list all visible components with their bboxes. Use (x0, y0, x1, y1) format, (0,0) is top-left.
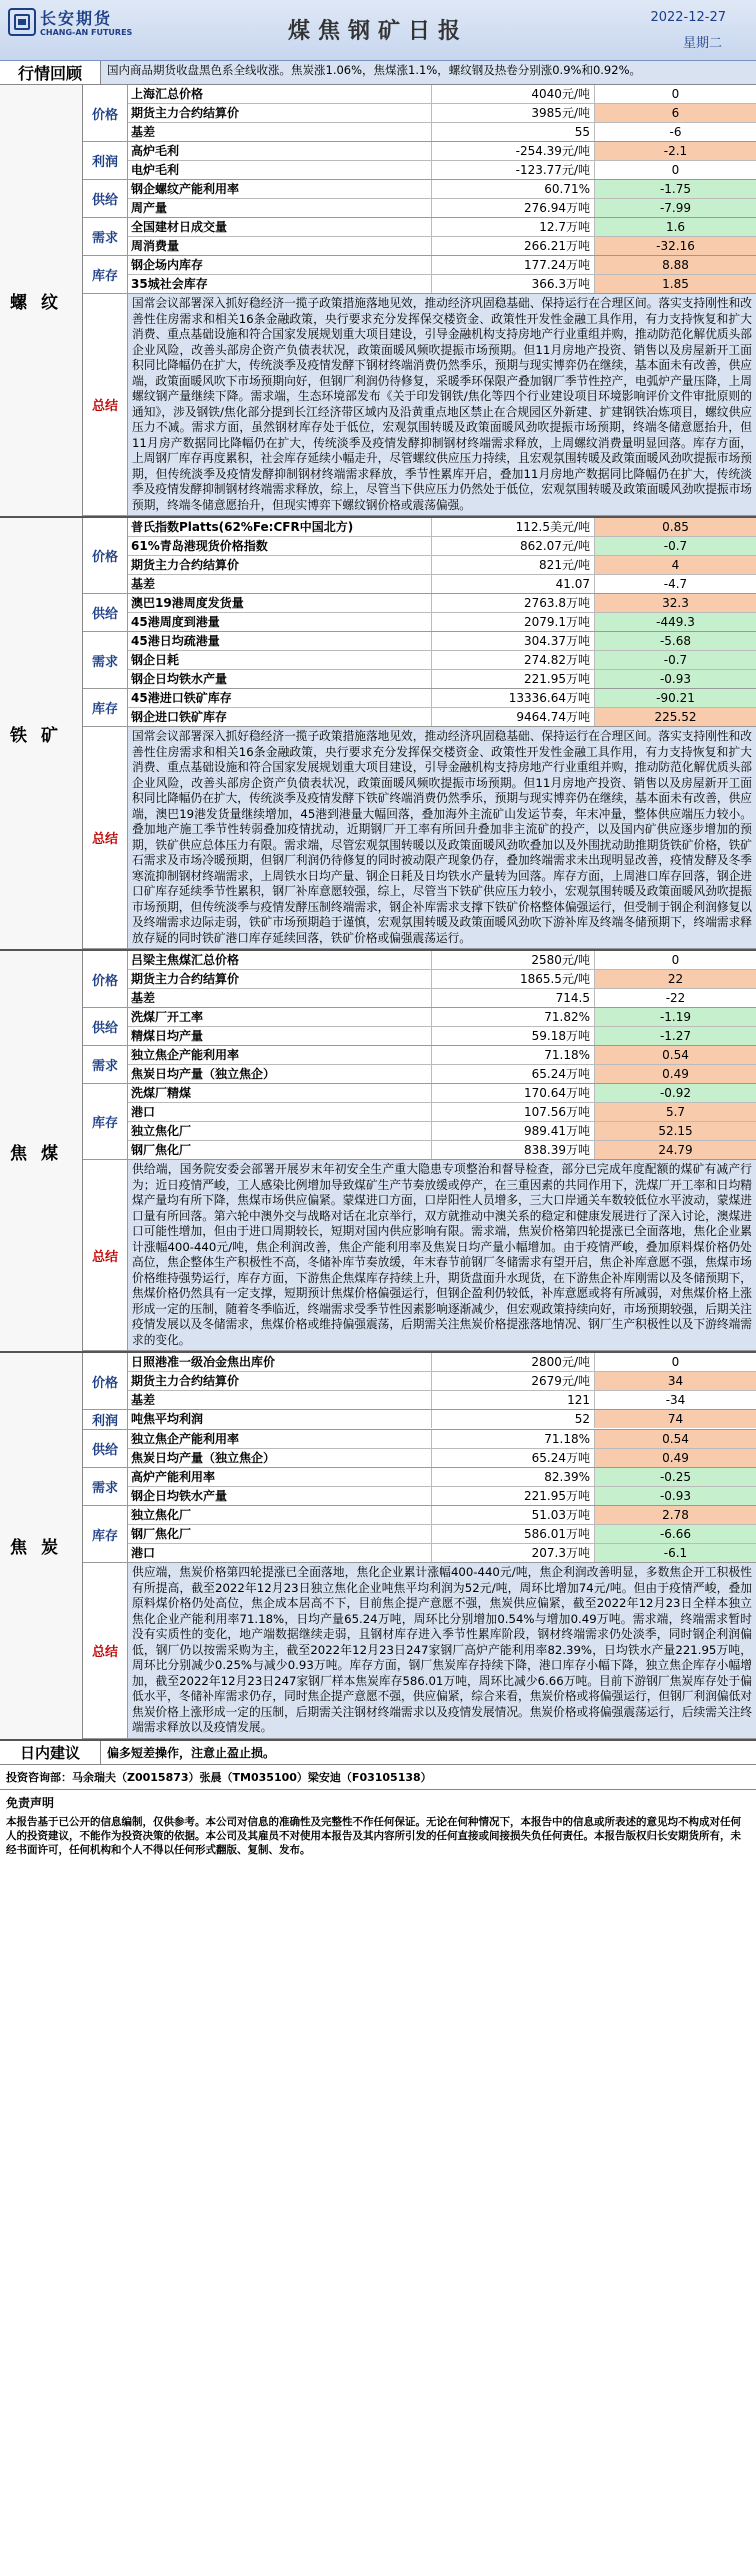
summary-block (83, 1160, 756, 1351)
indicator-name: 电炉毛利 (128, 161, 432, 179)
indicator-value: 41.07 (432, 575, 595, 593)
category-label: 供给 (83, 1008, 128, 1045)
indicator-value: 366.3万吨 (432, 275, 595, 293)
indicator-name: 钢企日耗 (128, 651, 432, 669)
summary-text: 供应端，焦炭价格第四轮提涨已全面落地，焦化企业累计涨幅400-440元/吨，焦企利润改善明显，多数焦企开工积极性有所提高，截至2022年12月23日独立焦化企业吨焦平均利润为52元/吨，周环比增加74元/吨。但由于疫情严峻，叠加原料煤价格仍处高位，焦企成本居高不下，目前焦企提产意愿不强，焦炭供应偏紧，截至2022年12月23日全样本独立焦化企业产能利用率71.18%，日均产量65.24万吨，周环比分别增加0.54%与增加0.49万吨。需求端，终端需求暂时没有实质性的变化，地产端数据继续走弱，且钢材库存进入季节性累库阶段，钢材终端需求仍处淡季，同时钢企利润偏低，钢厂仍以按需采购为主，截至2022年12月23日247家钢厂高炉产能利用率82.39%，日均铁水产量221.95万吨，周环比分别减少0.25%与减少0.93万吨。库存方面，钢厂焦炭库存持续下降，港口库存小幅下降，独立焦企库存小幅增加，截至2022年12月23日247家钢厂样本焦炭库存586.01万吨，周环比减少6.66万吨。目前下游钢厂焦炭库存处于偏低水平，冬储补库需求仍存，同时焦企提产意愿不强，供应偏紧，综合来看，焦炭价格或将偏强运行，但钢厂利润偏低对焦炭价格上涨形成一定的压制，后期需关注钢材终端需求以及疫情发展情况。焦炭价格或将偏强震荡运行，后续需关注终端需求释放以及疫情发展。 (128, 1563, 756, 1738)
indicator-name: 上海汇总价格 (128, 85, 432, 103)
indicator-value: 65.24万吨 (432, 1449, 595, 1467)
indicator-name: 澳巴19港周度发货量 (128, 594, 432, 612)
table-row (128, 1008, 756, 1027)
category-rows (128, 1410, 756, 1429)
indicator-name: 35城社会库存 (128, 275, 432, 293)
indicator-change: 0 (671, 1355, 680, 1369)
category-label: 库存 (83, 1506, 128, 1562)
indicator-name: 周消费量 (128, 237, 432, 255)
indicator-name: 基差 (128, 989, 432, 1007)
table-row (128, 237, 756, 255)
indicator-category (83, 1008, 756, 1046)
indicator-change: -1.19 (595, 1008, 756, 1026)
summary-block (83, 1563, 756, 1739)
category-label: 供给 (83, 180, 128, 217)
indicator-change: -449.3 (595, 613, 756, 631)
indicator-value: 121 (432, 1391, 595, 1409)
table-row (128, 1449, 756, 1467)
market-review-label: 行情回顾 (0, 61, 101, 84)
indicator-name: 钢企日均铁水产量 (128, 670, 432, 688)
summary-label: 总结 (83, 1160, 128, 1350)
table-row (128, 142, 756, 161)
category-rows (128, 594, 756, 631)
daily-advice-text: 偏多短差操作，注意止盈止损。 (107, 1745, 276, 1760)
table-row (128, 989, 756, 1007)
summary-block (83, 727, 756, 949)
indicator-value: 2679元/吨 (432, 1372, 595, 1390)
table-row (128, 1525, 756, 1544)
indicator-change: 0.54 (595, 1046, 756, 1064)
category-rows (128, 1046, 756, 1083)
indicator-change: -5.68 (595, 632, 756, 650)
indicator-value: 59.18万吨 (432, 1027, 595, 1045)
table-row (128, 123, 756, 141)
table-row (128, 708, 756, 726)
indicator-name: 焦炭日均产量（独立焦企） (128, 1449, 432, 1467)
indicator-change: 4 (595, 556, 756, 574)
indicator-name: 钢厂焦化厂 (128, 1141, 432, 1159)
category-label: 价格 (83, 518, 128, 593)
indicator-change: 34 (595, 1372, 756, 1390)
category-rows (128, 218, 756, 255)
indicator-name: 洗煤厂开工率 (128, 1008, 432, 1026)
indicator-name: 全国建材日成交量 (128, 218, 432, 236)
indicator-value: 304.37万吨 (432, 632, 595, 650)
table-row (128, 1353, 756, 1372)
section-name: 焦炭 (0, 1353, 83, 1739)
indicator-name: 基差 (128, 1391, 432, 1409)
category-rows (128, 142, 756, 179)
indicator-value: 13336.64万吨 (432, 689, 595, 707)
indicator-change: -6.66 (595, 1525, 756, 1543)
indicator-value: 71.82% (432, 1008, 595, 1026)
table-row (128, 161, 756, 179)
summary-text: 国常会议部署深入抓好稳经济一揽子政策措施落地见效，推动经济巩固稳基础、保持运行在合理区间。落实支持刚性和改善性住房需求和相关16条金融政策，央行要求充分发挥保交楼资金、政策性开发性金融工具作用，有力支持恢复和扩大消费、重点基础设施和符合国家发展规划重大项目建设，引导金融机构支持房地产行业重组并购，推动防范化解优质头部企业风险，改善头部房企资产负债表状况，政策面暖风频吹提振市场预期。但11月房地产投资、销售以及房屋新开工面积同比降幅仍在扩大，传统淡季及疫情发酵下铁矿终端消费仍然季乐，预期与现实博弈仍在继续，基本面未有改善，供应端，澳巴19港发货量继续增加，45港到港量大幅回落，叠加海外主流矿山发运节奏，年末冲量，整体供应端压力较小。叠加地产施工季节性转弱叠加疫情扰动，近期钢厂开工率有所回升叠加非主流矿的投产，以及国内矿供应逐步增加的预期，铁矿供应总体压力有限。需求端，尽管宏观氛围转暖以及政策面暖风劲吹叠加以及外围扰动助推期货铁矿价格，铁矿石需求及市场冷暖预期，但钢厂利润仍待修复的同时被动限产现象仍存，叠加终端需求未出现明显改善，疫情发酵及冬季寒流抑制钢材终端需求，上周铁水日均产量、钢企日耗及日均铁水产量转为回落。库存方面，上周港口库存回落，钢企进口矿库存延续季节性累积，钢厂补库意愿较强，综上，尽管当下铁矿供应压力较小，宏观氛围转暖及政策面暖风劲吹提振市场预期，但传统淡季与疫情发酵压制终端需求，钢企补库需求支撑下铁矿价格整体偏强运行，但受制于钢企利润修复以及终端需求边际走弱，铁矿市场预期趋于谨慎，宏观氛围转暖及政策面暖风劲吹下游补库及终端冬储预期下，终端需求释放存疑的同时铁矿港口库存延续回落，铁矿价格或偏强震荡运行。 (128, 727, 756, 948)
indicator-value: 1865.5元/吨 (432, 970, 595, 988)
category-label: 需求 (83, 218, 128, 255)
indicator-category (83, 1353, 756, 1410)
indicator-change: 1.85 (595, 275, 756, 293)
category-label: 利润 (83, 1410, 128, 1429)
indicator-value: 12.7万吨 (432, 218, 595, 236)
indicator-change: 225.52 (595, 708, 756, 726)
indicator-value: 862.07元/吨 (432, 537, 595, 555)
indicator-name: 焦炭日均产量（独立焦企） (128, 1065, 432, 1083)
company-name-en: CHANG-AN FUTURES (40, 28, 133, 37)
table-row (128, 1372, 756, 1391)
table-row (128, 1103, 756, 1122)
indicator-change: 8.88 (595, 256, 756, 274)
indicator-value: 714.5 (432, 989, 595, 1007)
table-row (128, 518, 756, 537)
indicator-value: 221.95万吨 (432, 670, 595, 688)
indicator-value: 4040元/吨 (432, 85, 595, 103)
indicator-change: 0 (671, 163, 680, 177)
indicator-value: 2079.1万吨 (432, 613, 595, 631)
section-body (83, 951, 756, 1351)
indicator-change: 0 (671, 953, 680, 967)
table-row (128, 1410, 756, 1428)
indicator-category (83, 1084, 756, 1160)
indicator-name: 期货主力合约结算价 (128, 970, 432, 988)
indicator-value: 2580元/吨 (432, 951, 595, 969)
table-row (128, 951, 756, 970)
section-name: 螺纹 (0, 85, 83, 516)
indicator-change: -1.75 (595, 180, 756, 198)
indicator-category (83, 142, 756, 180)
section-iron-ore (0, 518, 756, 951)
indicator-category (83, 689, 756, 727)
category-label: 需求 (83, 1046, 128, 1083)
table-row (128, 1468, 756, 1487)
indicator-name: 钢企进口铁矿库存 (128, 708, 432, 726)
table-row (128, 218, 756, 237)
indicator-name: 钢厂焦化厂 (128, 1525, 432, 1543)
table-row (128, 275, 756, 293)
indicator-category (83, 1046, 756, 1084)
indicator-name: 45港进口铁矿库存 (128, 689, 432, 707)
indicator-name: 45港周度到港量 (128, 613, 432, 631)
indicator-value: -123.77元/吨 (432, 161, 595, 179)
category-rows (128, 689, 756, 726)
indicator-value: 82.39% (432, 1468, 595, 1486)
table-row (128, 1065, 756, 1083)
market-review (0, 61, 756, 85)
category-label: 需求 (83, 632, 128, 688)
table-row (128, 85, 756, 104)
indicator-name: 独立焦化厂 (128, 1122, 432, 1140)
indicator-name: 期货主力合约结算价 (128, 556, 432, 574)
section-coking-coal (0, 951, 756, 1353)
table-row (128, 1391, 756, 1409)
category-label: 供给 (83, 594, 128, 631)
table-row (128, 651, 756, 670)
indicator-change: 6 (595, 104, 756, 122)
section-coke (0, 1353, 756, 1741)
indicator-change: -32.16 (595, 237, 756, 255)
table-row (128, 1122, 756, 1141)
indicator-value: 207.3万吨 (432, 1544, 595, 1562)
indicator-name: 洗煤厂精煤 (128, 1084, 432, 1102)
indicator-category (83, 85, 756, 142)
table-row (128, 1506, 756, 1525)
report-date: 2022-12-27 (650, 10, 726, 25)
table-row (128, 1430, 756, 1449)
section-body (83, 1353, 756, 1739)
section-name: 铁矿 (0, 518, 83, 949)
indicator-name: 吕梁主焦煤汇总价格 (128, 951, 432, 969)
indicator-name: 高炉产能利用率 (128, 1468, 432, 1486)
report-title: 煤焦钢矿日报 (287, 19, 468, 44)
summary-text: 供给端，国务院安委会部署开展岁末年初安全生产重大隐患专项整治和督导检查，部分已完成年度配额的煤矿有减产行为；近日疫情严峻，工人感染比例增加导致煤矿生产节奏放缓或停产，在三重因素的共同作用下，洗煤厂开工率和日均精煤产量均有所下降，焦煤市场供应偏紧。蒙煤进口方面，口岸阳性人员增多，三大口岸通关车数较低位水平波动，蒙煤进口量有所回落。第六轮中澳外交与战略对话在北京举行，双方就推动中澳关系的稳定和健康发展进行了深入讨论，澳煤进口可能性增加，但由于进口周期较长，短期对国内供应影响有限。需求端，焦炭价格第四轮提涨已全面落地，焦化企业累计涨幅400-440元/吨，焦企利润改善，焦企产能利用率及焦炭日均产量小幅增加。由于疫情严峻，叠加原料煤价格仍处高位，焦企整体生产积极性不高，冬储补库节奏放缓，年末春节前钢厂冬储需求有望开启，焦企补库意愿不强，焦煤市场价格维持强势运行，库存方面，下游焦企焦煤库存持续上升，期货盘面升水现货，在下游焦企补库刚需以及冬储预期下，焦煤价格仍然具有一定支撑，短期预计焦煤价格偏强运行，但钢企盈利仍较低，补库意愿或将有所减弱，对焦煤价格上涨形成一定的压制，随着冬季临近，终端需求受季节性因素影响逐渐减少，但宏观政策持续向好，市场预期较强，后期关注疫情发展以及冬储需求，焦煤价格或维持偏强震荡，后期需关注焦炭价格提涨落地情况、钢厂生产积极性以及下游终端需求的变化。 (128, 1160, 756, 1350)
category-rows (128, 1084, 756, 1159)
section-rebar (0, 85, 756, 518)
indicator-name: 高炉毛利 (128, 142, 432, 160)
table-row (128, 613, 756, 631)
indicator-change: 1.6 (595, 218, 756, 236)
indicator-name: 独立焦企产能利用率 (128, 1046, 432, 1064)
indicator-value: 52 (432, 1410, 595, 1428)
report-header (0, 0, 756, 61)
indicator-change: -0.7 (595, 651, 756, 669)
indicator-value: 586.01万吨 (432, 1525, 595, 1543)
section-body (83, 85, 756, 516)
indicator-value: 274.82万吨 (432, 651, 595, 669)
section-name: 焦煤 (0, 951, 83, 1351)
indicator-name: 期货主力合约结算价 (128, 1372, 432, 1390)
market-review-text: 国内商品期货收盘黑色系全线收涨。焦炭涨1.06%，焦煤涨1.1%，螺纹钢及热卷分别涨0.9%和0.92%。 (101, 61, 756, 84)
indicator-change: 32.3 (595, 594, 756, 612)
indicator-value: 65.24万吨 (432, 1065, 595, 1083)
indicator-name: 吨焦平均利润 (128, 1410, 432, 1428)
indicator-name: 港口 (128, 1103, 432, 1121)
table-row (128, 632, 756, 651)
indicator-change: 0.49 (595, 1065, 756, 1083)
category-rows (128, 1008, 756, 1045)
indicator-category (83, 218, 756, 256)
indicator-value: 221.95万吨 (432, 1487, 595, 1505)
category-rows (128, 518, 756, 593)
indicator-value: 989.41万吨 (432, 1122, 595, 1140)
indicator-change: -0.92 (595, 1084, 756, 1102)
indicator-name: 61%青岛港现货价格指数 (128, 537, 432, 555)
indicator-category (83, 256, 756, 294)
indicator-change: -2.1 (595, 142, 756, 160)
table-row (128, 575, 756, 593)
indicator-change: -34 (665, 1393, 686, 1407)
indicator-value: 55 (432, 123, 595, 141)
indicator-name: 钢企日均铁水产量 (128, 1487, 432, 1505)
indicator-name: 钢企场内库存 (128, 256, 432, 274)
indicator-name: 精煤日均产量 (128, 1027, 432, 1045)
table-row (128, 1544, 756, 1562)
indicator-change: -6.1 (595, 1544, 756, 1562)
report-weekday: 星期二 (682, 36, 722, 51)
table-row (128, 1046, 756, 1065)
indicator-value: 107.56万吨 (432, 1103, 595, 1121)
indicator-value: 276.94万吨 (432, 199, 595, 217)
table-row (128, 1084, 756, 1103)
category-rows (128, 1430, 756, 1467)
indicator-category (83, 1430, 756, 1468)
indicator-category (83, 1468, 756, 1506)
indicator-change: -6 (669, 125, 682, 139)
indicator-value: 2800元/吨 (432, 1353, 595, 1371)
indicator-value: 71.18% (432, 1046, 595, 1064)
analysts-line: 投资咨询部：马余瑞夫（Z0015873）张晨（TM035100）梁安迪（F03105138） (0, 1765, 756, 1790)
indicator-name: 独立焦化厂 (128, 1506, 432, 1524)
table-row (128, 104, 756, 123)
indicator-change: 0.49 (595, 1449, 756, 1467)
indicator-value: 177.24万吨 (432, 256, 595, 274)
table-row (128, 594, 756, 613)
indicator-category (83, 180, 756, 218)
indicator-value: 60.71% (432, 180, 595, 198)
indicator-category (83, 951, 756, 1008)
indicator-change: -0.93 (595, 1487, 756, 1505)
indicator-name: 期货主力合约结算价 (128, 104, 432, 122)
category-label: 供给 (83, 1430, 128, 1467)
disclaimer-title: 免责声明 (6, 1795, 55, 1810)
table-row (128, 199, 756, 217)
table-row (128, 1487, 756, 1505)
indicator-value: 9464.74万吨 (432, 708, 595, 726)
indicator-value: -254.39元/吨 (432, 142, 595, 160)
indicator-change: -0.25 (595, 1468, 756, 1486)
indicator-value: 71.18% (432, 1430, 595, 1448)
table-row (128, 556, 756, 575)
daily-advice (0, 1741, 756, 1765)
indicator-name: 普氏指数Platts(62%Fe:CFR中国北方) (128, 518, 432, 536)
table-row (128, 1027, 756, 1045)
category-rows (128, 256, 756, 293)
indicator-category (83, 1506, 756, 1563)
table-row (128, 1141, 756, 1159)
category-rows (128, 1468, 756, 1505)
indicator-change: 74 (595, 1410, 756, 1428)
indicator-name: 基差 (128, 575, 432, 593)
disclaimer-text: 本报告基于已公开的信息编制，仅供参考。本公司对信息的准确性及完整性不作任何保证。无论在何种情况下，本报告中的信息或所表述的意见均不构成对任何人的投资建议，不能作为投资决策的依据。本公司及其雇员不对使用本报告及其内容所引发的任何直接或间接损失负任何责任。本报告版权归长安期货所有，未经书面许可，任何机构和个人不得以任何形式翻版、复制、发布。 (6, 1815, 741, 1856)
indicator-name: 独立焦企产能利用率 (128, 1430, 432, 1448)
indicator-change: 22 (595, 970, 756, 988)
category-label: 库存 (83, 689, 128, 726)
table-row (128, 537, 756, 556)
daily-advice-label: 日内建议 (0, 1741, 101, 1764)
indicator-change: -0.7 (595, 537, 756, 555)
indicator-category (83, 594, 756, 632)
summary-label: 总结 (83, 1563, 128, 1738)
indicator-change: 5.7 (595, 1103, 756, 1121)
category-rows (128, 951, 756, 1007)
table-row (128, 180, 756, 199)
summary-label: 总结 (83, 294, 128, 515)
category-label: 价格 (83, 1353, 128, 1409)
category-rows (128, 85, 756, 141)
indicator-category (83, 518, 756, 594)
category-rows (128, 632, 756, 688)
indicator-value: 51.03万吨 (432, 1506, 595, 1524)
category-rows (128, 180, 756, 217)
indicator-value: 821元/吨 (432, 556, 595, 574)
table-row (128, 689, 756, 708)
indicator-name: 周产量 (128, 199, 432, 217)
indicator-value: 838.39万吨 (432, 1141, 595, 1159)
table-row (128, 670, 756, 688)
section-body (83, 518, 756, 949)
indicator-name: 港口 (128, 1544, 432, 1562)
indicator-change: -0.93 (595, 670, 756, 688)
category-rows (128, 1353, 756, 1409)
indicator-change: 0.54 (595, 1430, 756, 1448)
indicator-name: 45港日均疏港量 (128, 632, 432, 650)
category-rows (128, 1506, 756, 1562)
indicator-category (83, 1410, 756, 1430)
company-name: 长安期货 (40, 9, 113, 28)
table-row (128, 970, 756, 989)
category-label: 价格 (83, 951, 128, 1007)
summary-block (83, 294, 756, 516)
indicator-value: 266.21万吨 (432, 237, 595, 255)
category-label: 利润 (83, 142, 128, 179)
indicator-value: 3985元/吨 (432, 104, 595, 122)
indicator-change: 0.85 (595, 518, 756, 536)
indicator-category (83, 632, 756, 689)
indicator-name: 钢企螺纹产能利用率 (128, 180, 432, 198)
category-label: 需求 (83, 1468, 128, 1505)
indicator-value: 112.5美元/吨 (432, 518, 595, 536)
summary-label: 总结 (83, 727, 128, 948)
category-label: 价格 (83, 85, 128, 141)
indicator-change: 0 (671, 87, 680, 101)
category-label: 库存 (83, 1084, 128, 1159)
indicator-change: 2.78 (595, 1506, 756, 1524)
table-row (128, 256, 756, 275)
indicator-change: -90.21 (595, 689, 756, 707)
indicator-change: 24.79 (595, 1141, 756, 1159)
indicator-change: -4.7 (663, 577, 688, 591)
summary-text: 国常会议部署深入抓好稳经济一揽子政策措施落地见效，推动经济巩固稳基础、保持运行在合理区间。落实支持刚性和改善性住房需求和相关16条金融政策，央行要求充分发挥保交楼资金、政策性开发性金融工具作用，有力支持恢复和扩大消费、重点基础设施和符合国家发展规划重大项目建设，引导金融机构支持房地产行业重组并购，推动防范化解优质头部企业风险，改善头部房企资产负债表状况，政策面暖风频吹提振市场预期。但11月房地产投资、销售以及房屋新开工面积同比降幅仍在扩大，传统淡季及疫情发酵下钢材终端消费仍然季乐，预期与现实博弈仍在继续，基本面未有改善，供应端，政策面暖风吹下市场预期向好，但钢厂利润仍待修复，采暖季环保限产叠加钢厂季节性控产，电弧炉产量压降，上周螺纹钢产量继续下降。需求端，生态环境部发布《关于印发钢铁/焦化等四个行业建设项目环境影响评价文件审批原则的通知》，涉及钢铁/焦化部分提到长江经济带区域内及沿黄重点地区禁止在合规园区外新建、扩建钢铁冶炼项目，螺纹供应压力不减。需求方面，虽然钢材库存处于低位，宏观氛围转暖及政策面暖风劲吹提振市场预期，终端冬储意愿抬升，但11月房产数据同比降幅仍在扩大，传统淡季及疫情发酵抑制钢材终端需求释放，上周螺纹消费量明显回落。库存方面，上周钢厂库存再度累积，社会库存延续小幅走升，尽管螺纹供应压力持续，且宏观氛围转暖及政策面暖风劲吹提振市场预期，但传统淡季及疫情发酵抑制钢材终端需求释放，季节性累库开启，叠加11月房地产数据同比降幅仍在扩大，传统淡季及疫情发酵抑制钢材终端需求释放，综上，尽管当下供应压力仍然处于低位，宏观氛围转暖及政策面暖风劲吹提振市场预期，终端冬储意愿抬升，但现实博弈下螺纹钢价格或震荡偏强。 (128, 294, 756, 515)
indicator-value: 2763.8万吨 (432, 594, 595, 612)
category-label: 库存 (83, 256, 128, 293)
indicator-name: 基差 (128, 123, 432, 141)
indicator-change: 52.15 (595, 1122, 756, 1140)
indicator-change: -22 (665, 991, 686, 1005)
indicator-change: -7.99 (595, 199, 756, 217)
indicator-value: 170.64万吨 (432, 1084, 595, 1102)
indicator-name: 日照港准一级冶金焦出库价 (128, 1353, 432, 1371)
indicator-change: -1.27 (595, 1027, 756, 1045)
